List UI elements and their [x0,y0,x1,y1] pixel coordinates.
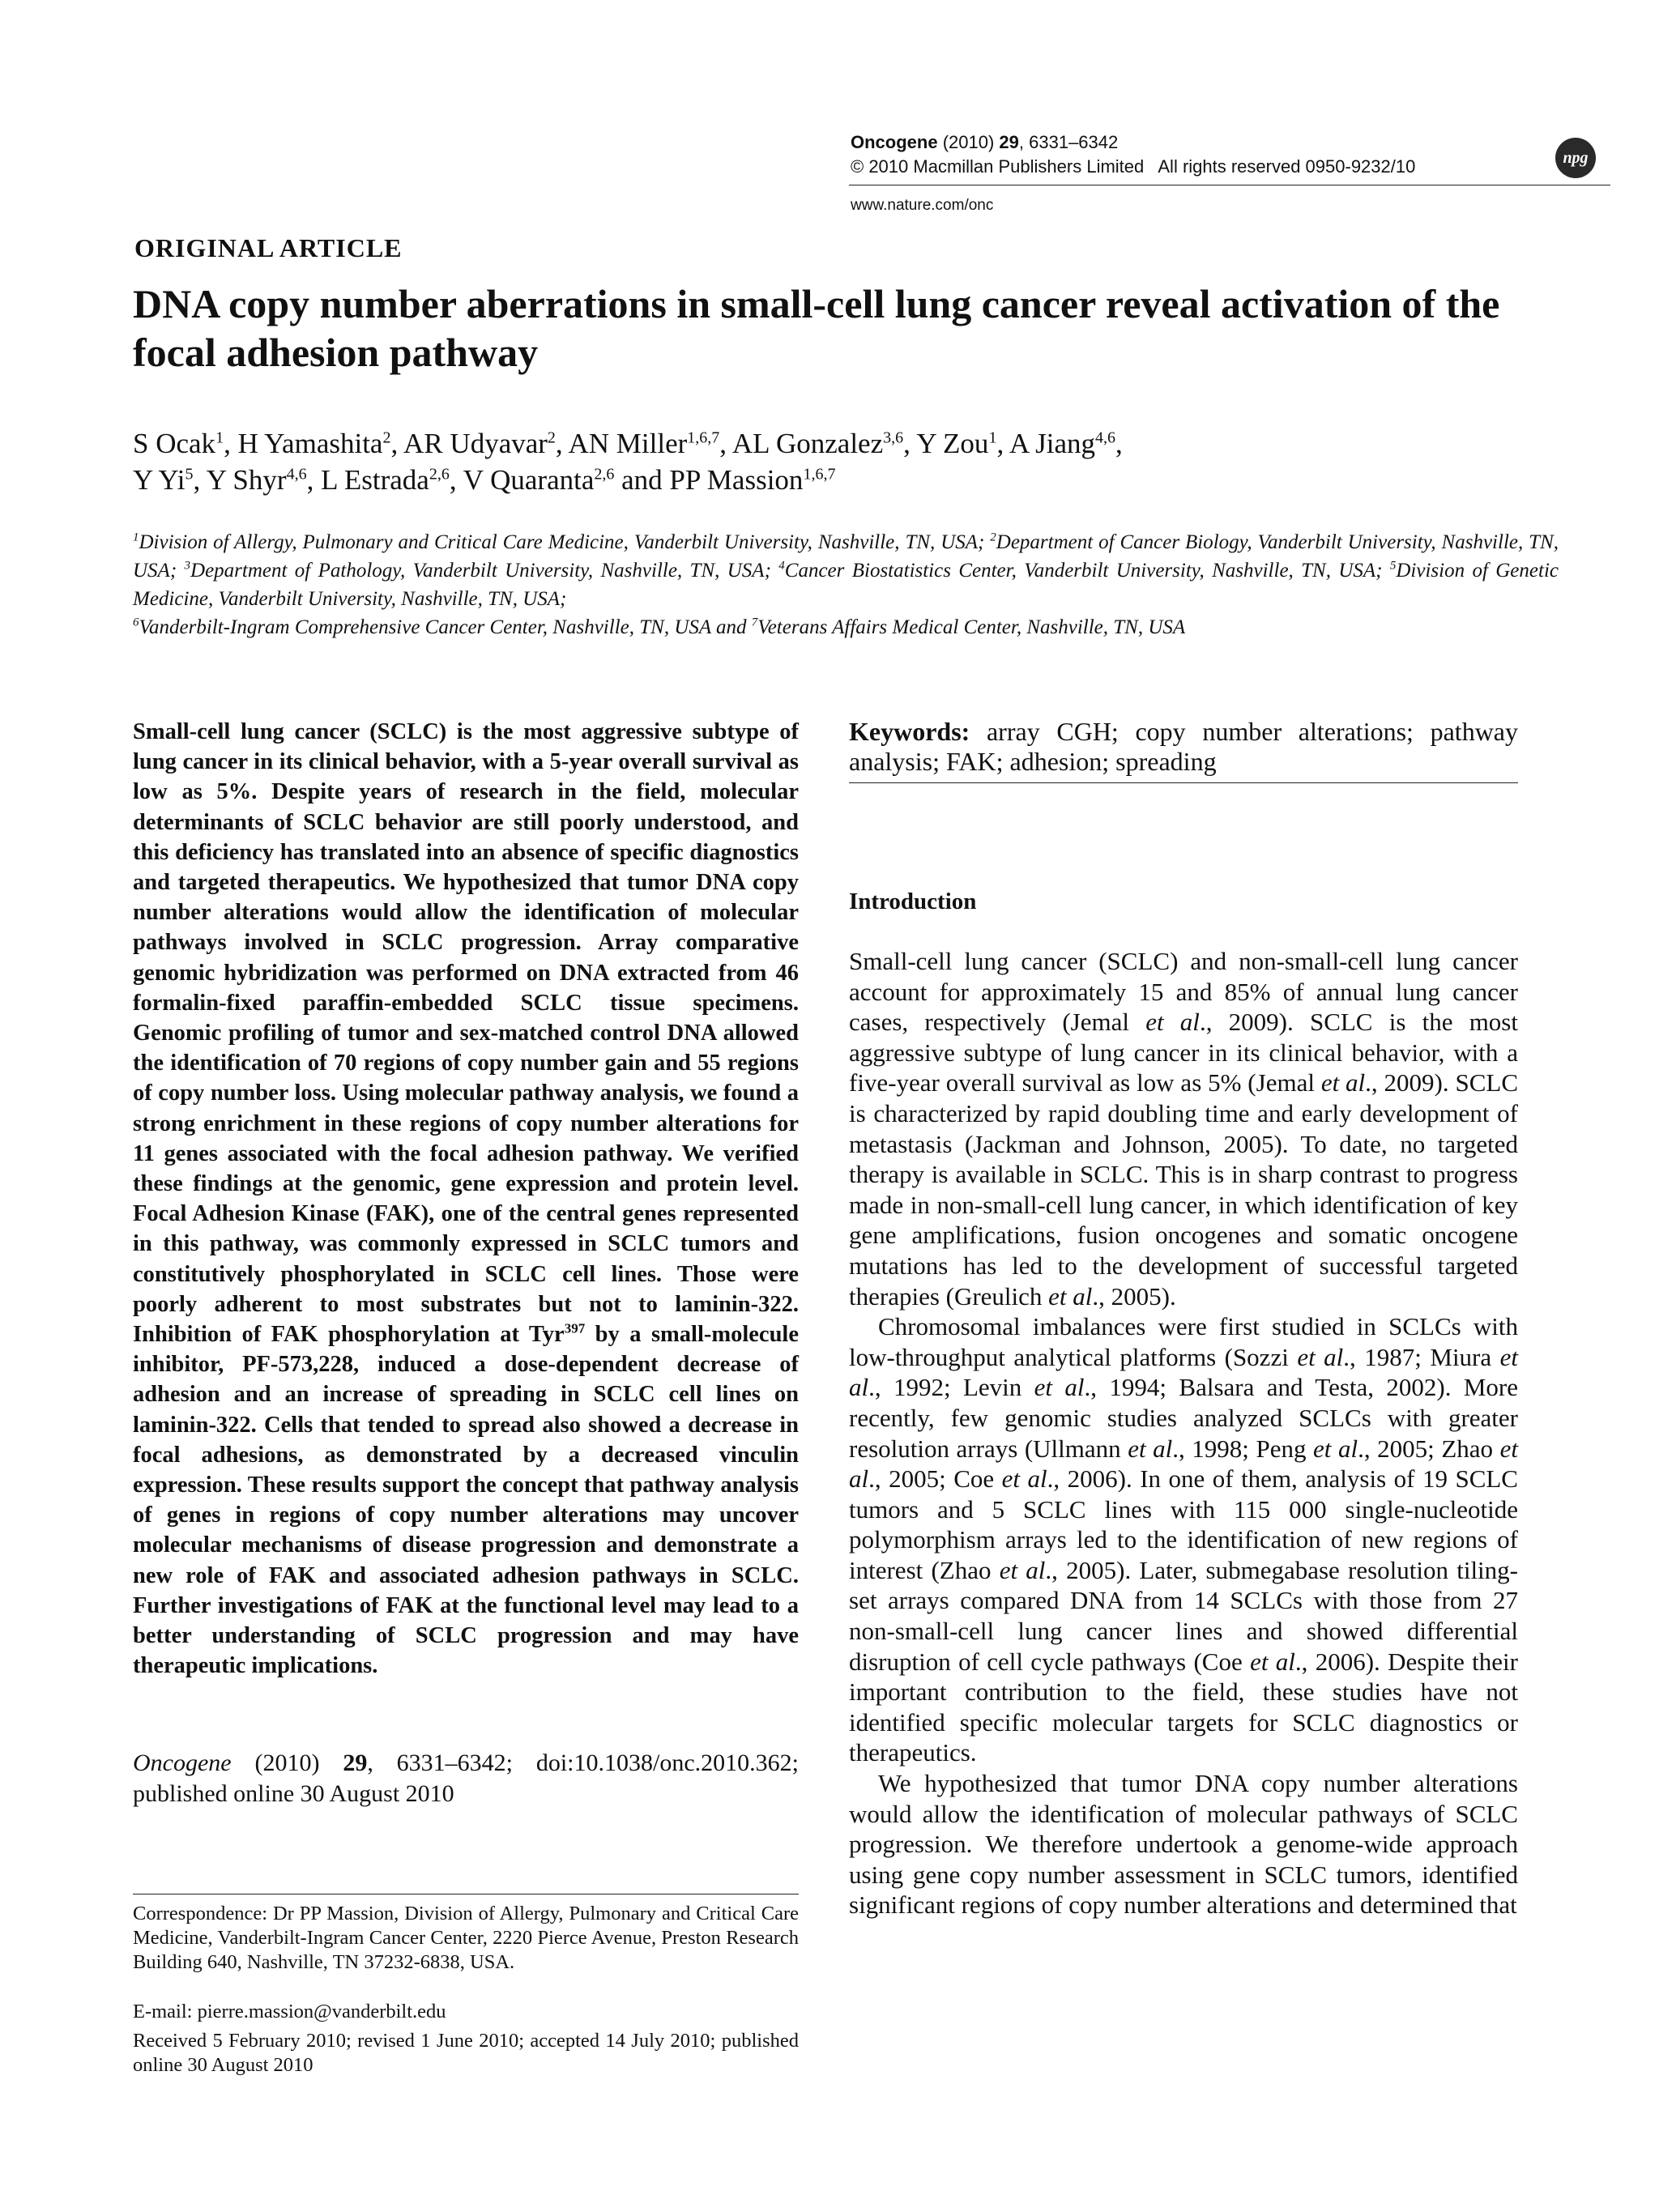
author-name: H Yamashita [237,428,383,459]
citation-et-al: et al [1048,1281,1093,1311]
author-affiliation-marker: 2,6 [429,465,450,484]
author-name: PP Massion [669,464,804,496]
author-affiliation-marker: 1,6,7 [687,428,720,447]
affiliation-number: 1 [133,531,139,544]
journal-citation [851,132,1118,153]
author-name: Y Yi [133,464,186,496]
citation-et-al: et al [1001,1464,1047,1494]
journal-volume: 29 [999,132,1019,152]
affiliation-number: 3 [184,559,191,573]
author-affiliation-marker: 4,6 [286,465,307,484]
citation-et-al: et al [1313,1434,1358,1463]
affiliation-text: Veterans Affairs Medical Center, Nashville, TN, USA [757,616,1186,638]
article-type-label: ORIGINAL ARTICLE [134,233,403,262]
correspondence-address: Correspondence: Dr PP Massion, Division of Allergy, Pulmonary and Critical Care Medicine, Vanderbilt-Ingram Cancer Center, 2220 Pierce Avenue, Preston Research Building 640, Nashville, TN 37232-6838, USA. [133,1903,799,1973]
correspondence-email[interactable]: E-mail: pierre.massion@vanderbilt.edu [133,2001,446,2022]
affiliation-text: Department of Pathology, Vanderbilt University, Nashville, TN, USA; [190,560,779,582]
introduction-heading: Introduction [849,889,977,914]
author-affiliation-marker: 1 [215,428,224,447]
journal-pages: , 6331–6342 [1018,132,1119,152]
cite-year: (2010) [231,1750,343,1776]
cite-volume: 29 [343,1750,368,1776]
affiliation-number: 4 [778,559,785,573]
copyright-notice: © 2010 Macmillan Publishers Limited All rights reserved 0950-9232/10 [851,156,1416,177]
affiliation-number: 7 [751,616,758,629]
abstract-superscript: 397 [564,1320,586,1336]
citation-et-al: et al [1034,1373,1085,1402]
author-name: AN Miller [568,428,688,459]
journal-name: Oncogene [851,132,938,152]
keywords-text: array CGH; copy number alterations; pathway analysis; FAK; adhesion; spreading [849,717,1518,776]
author-list: S Ocak$^1$, H Yamashita$^2$, AR Udyavar$^2$, AN Miller$^{1,6,7}$, AL Gonzalez$^{3,6}$, Y Zou$^1$, A Jiang$^{4,6}$, Y Yi$^5$, Y Shyr$^{4,6}$, L Estrada$^{2,6}$, V Quaranta$^{2,6}$ and PP Massion$^{1,6,7}$ [133,428,1123,496]
affiliation-text: Cancer Biostatistics Center, Vanderbilt University, Nashville, TN, USA; [784,560,1390,582]
abstract-citation [133,1748,799,1809]
author-name: AL Gonzalez [731,428,884,459]
citation-et-al: et al [999,1555,1046,1584]
citation-et-al: et al [1297,1342,1344,1371]
affiliation-text: Division of Genetic Medicine, Vanderbilt University, Nashville, TN, USA; [133,560,1559,610]
cite-details: , 6331–6342; doi:10.1038/onc.2010.362; published online 30 August 2010 [133,1750,799,1807]
affiliation-text: Vanderbilt-Ingram Comprehensive Cancer Center, Nashville, TN, USA and [139,616,752,638]
citation-et-al: et al [1250,1647,1295,1676]
received-dates: Received 5 February 2010; revised 1 June 2010; accepted 14 July 2010; published online 30 August 2010 [133,2030,799,2076]
citation-et-al: et al [1128,1434,1173,1463]
journal-year: (2010) [942,132,995,152]
author-affiliation-marker: 1 [988,428,997,447]
affiliation-number: 6 [133,616,139,629]
author-affiliation-marker: 1,6,7 [803,465,836,484]
citation-et-al: et al [1145,1008,1200,1037]
author-name: L Estrada [321,464,429,496]
author-affiliation-marker: 2,6 [594,465,615,484]
author-affiliation-marker: 3,6 [883,428,904,447]
npg-logo: npg [1555,138,1596,178]
author-affiliation-marker: 2 [547,428,556,447]
citation-et-al: et al [1320,1068,1366,1097]
author-name: S Ocak [133,428,216,459]
affiliation-text: Department of Cancer Biology, Vanderbilt University, Nashville, TN, USA; [133,531,1559,582]
affiliation-number: 2 [990,531,996,544]
keywords-label: Keywords: [849,717,970,746]
affiliation-number: 5 [1389,559,1397,573]
author-affiliation-marker: 5 [185,465,194,484]
author-name: Y Zou [916,428,989,459]
journal-website-link[interactable]: www.nature.com/onc [851,197,994,214]
author-affiliation-marker: 2 [382,428,391,447]
keywords-divider [849,782,1518,783]
affiliation-text: Division of Allergy, Pulmonary and Critical Care Medicine, Vanderbilt University, Nashville, TN, USA; [139,531,991,553]
keywords [849,717,1518,777]
author-name: AR Udyavar [403,428,548,459]
abstract [133,717,799,1681]
citation-et-al: et al [849,1342,1518,1402]
intro-paragraph-2: Chromosomal imbalances were first studied in SCLCs with low-throughput analytical platforms (Sozzi et al., 1987; Miura et al., 1992; Levin et al., 1994; Balsara and Testa, 2002). More recently, few genomic studies analyzed SCLCs with greater resolution arrays (Ullmann et al., 1998; Peng et al., 2005; Zhao et al., 2005; Coe et al., 2006). In one of them, analysis of 19 SCLC tumors and 5 SCLC lines with 115 000 single-nucleotide polymorphism arrays led to the identification of new regions of interest (Zhao et al., 2005). Later, submegabase resolution tiling-set arrays compared DNA from 14 SCLCs with those from 27 non-small-cell lung cancer lines and showed differential disruption of cell cycle pathways (Coe et al., 2006). Despite their important contribution to the field, these studies have not identified specific molecular targets for SCLC diagnostics or therapeutics. [849,1312,1518,1767]
intro-paragraph-3: We hypothesized that tumor DNA copy number alterations would allow the identification of molecular pathways of SCLC progression. We therefore undertook a genome-wide approach using gene copy number assessment in SCLC tumors, identified significant regions of copy number alterations and determined that [849,1769,1518,1920]
author-name: Y Shyr [206,464,287,496]
cite-journal: Oncogene [133,1750,232,1776]
author-name: V Quaranta [463,464,595,496]
author-affiliation-marker: 4,6 [1095,428,1115,447]
citation-et-al: et al [849,1434,1518,1494]
abstract-text-part2: by a small-molecule inhibitor, PF-573,228, induced a dose-dependent decrease of adhesion and an increase of spreading in SCLC cell lines on laminin-322. Cells that tended to spread also showed a decrease in focal adhesions, as demonstrated by a decreased vinculin expression. These results support the concept that pathway analysis of genes in regions of copy number alterations may uncover molecular mechanisms of disease progression and demonstrate a new role of FAK and associated adhesion pathways in SCLC. Further investigations of FAK at the functional level may lead to a better understanding of SCLC progression and may have therapeutic implications. [133,1322,799,1679]
author-name: A Jiang [1009,428,1095,459]
introduction-body [849,946,1518,1920]
article-title: DNA copy number aberrations in small-cell lung cancer reveal activation of the focal adhesion pathway [133,281,1500,375]
intro-paragraph-1: Small-cell lung cancer (SCLC) and non-small-cell lung cancer account for approximately 15 and 85% of annual lung cancer cases, respectively (Jemal et al., 2009). SCLC is the most aggressive subtype of lung cancer in its clinical behavior, with a five-year overall survival as low as 5% (Jemal et al., 2009). SCLC is characterized by rapid doubling time and early development of metastasis (Jackman and Johnson, 2005). To date, no targeted therapy is available in SCLC. This is in sharp contrast to progress made in non-small-cell lung cancer, in which identification of key gene amplifications, fusion oncogenes and somatic oncogene mutations has led to the development of successful targeted therapies (Greulich et al., 2005). [849,947,1518,1311]
affiliation-list [133,528,1559,641]
abstract-text-part1: Small-cell lung cancer (SCLC) is the most aggressive subtype of lung cancer in its clinical behavior, with a 5-year overall survival as low as 5%. Despite years of research in the field, molecular determinants of SCLC behavior are still poorly understood, and this deficiency has translated into an absence of specific diagnostics and targeted therapeutics. We hypothesized that tumor DNA copy number alterations would allow the identification of molecular pathways involved in SCLC progression. Array comparative genomic hybridization was performed on DNA extracted from 46 formalin-fixed paraffin-embedded SCLC tissue specimens. Genomic profiling of tumor and sex-matched control DNA allowed the identification of 70 regions of copy number gain and 55 regions of copy number loss. Using molecular pathway analysis, we found a strong enrichment in these regions of copy number alterations for 11 genes associated with the focal adhesion pathway. We verified these findings at the genomic, gene expression and protein level. Focal Adhesion Kinase (FAK), one of the central genes represented in this pathway, was commonly expressed in SCLC tumors and constitutively phosphorylated in SCLC cell lines. Those were poorly adherent to most substrates but not to laminin-322. Inhibition of FAK phosphorylation at Tyr [133,719,799,1348]
